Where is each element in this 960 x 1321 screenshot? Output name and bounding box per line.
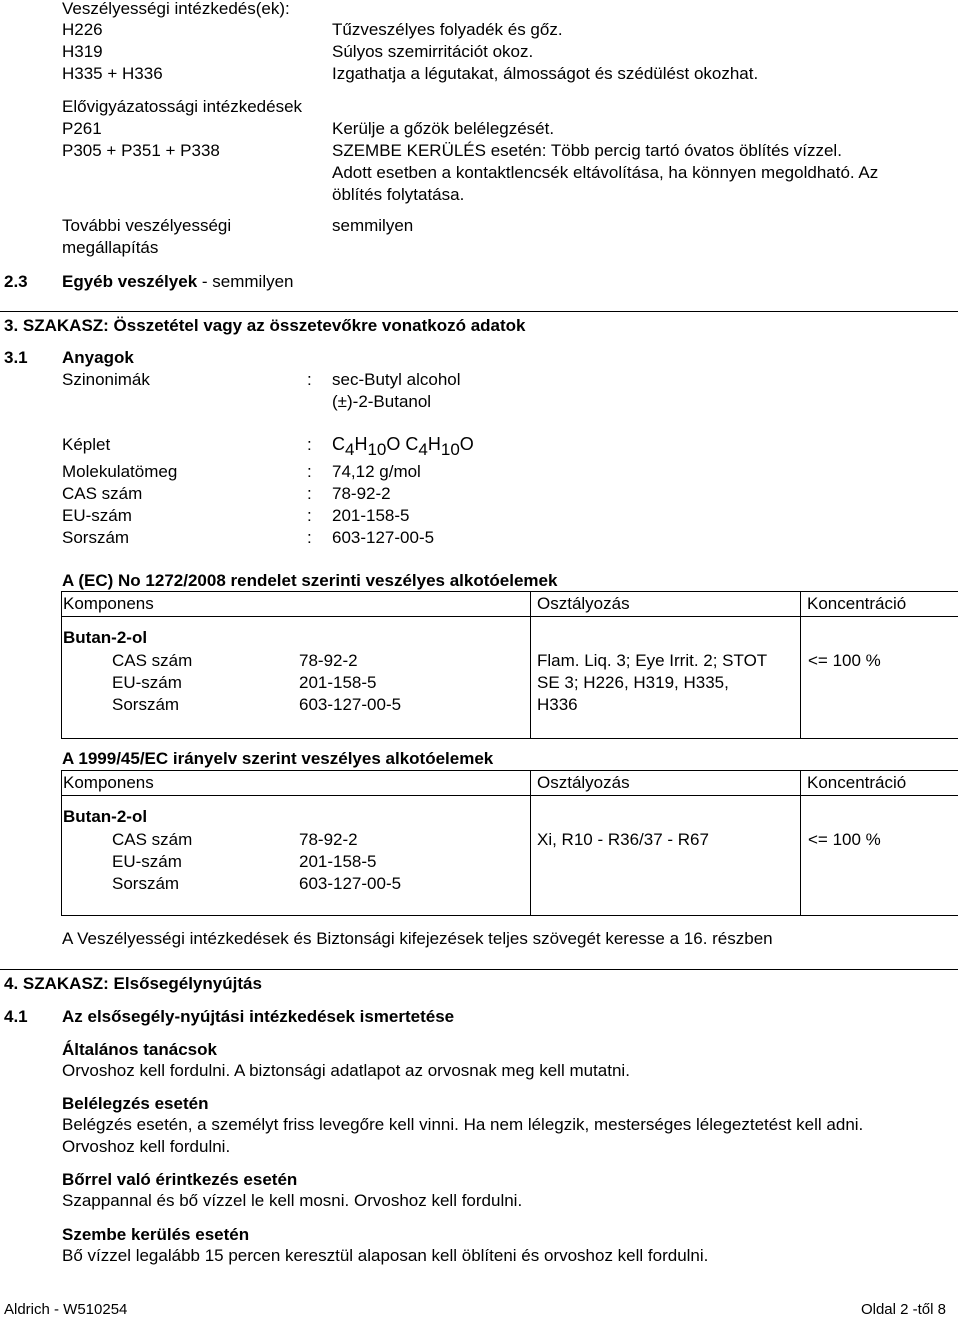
precaution-text: Kerülje a gőzök belélegzését. (332, 119, 555, 138)
first-aid-text: Orvoshoz kell fordulni. (62, 1137, 231, 1156)
colon: : (307, 370, 312, 389)
id-label: EU-szám (112, 673, 182, 692)
subsection-title: Az elsősegély-nyújtási intézkedések ismertetése (62, 1007, 455, 1026)
further-hazard-label: További veszélyességi (62, 216, 232, 235)
property-value: 201-158-5 (332, 506, 410, 525)
classification-text: Xi, R10 - R36/37 - R67 (537, 830, 709, 849)
classification-text: Flam. Liq. 3; Eye Irrit. 2; STOT (537, 651, 768, 670)
table-border (61, 616, 958, 617)
formula-label: Képlet (62, 435, 111, 454)
table-border (61, 591, 958, 592)
id-value: 201-158-5 (299, 673, 377, 692)
precaution-text-cont: öblítés folytatása. (332, 185, 465, 204)
component-name: Butan-2-ol (63, 807, 148, 826)
hazard-heading: Veszélyességi intézkedés(ek): (62, 0, 290, 18)
section-4-title: 4. SZAKASZ: Elsősegélynyújtás (4, 974, 262, 993)
id-label: EU-szám (112, 852, 182, 871)
formula-subscript: 4 (345, 440, 355, 459)
colon: : (307, 462, 312, 481)
synonym-value: (±)-2-Butanol (332, 392, 432, 411)
id-value: 78-92-2 (299, 651, 358, 670)
id-label: Sorszám (112, 695, 180, 714)
first-aid-heading: Általános tanácsok (62, 1040, 217, 1059)
first-aid-text: Belégzés esetén, a személyt friss levegőre kell vinni. Ha nem lélegzik, mesterséges lélegeztetést kell adni. (62, 1115, 864, 1134)
section-3-title: 3. SZAKASZ: Összetétel vagy az összetevőkre vonatkozó adatok (4, 316, 526, 335)
formula-part: O (459, 434, 474, 454)
section-number: 2.3 (4, 272, 28, 291)
table-border (61, 770, 958, 771)
hazard-code: H335 + H336 (62, 64, 163, 83)
subsection-title: Anyagok (62, 348, 134, 367)
precaution-text-cont: Adott esetben a kontaktlencsék eltávolítása, ha könnyen megoldható. Az (332, 163, 879, 182)
hazard-code: H226 (62, 20, 103, 39)
property-label: Molekulatömeg (62, 462, 178, 481)
id-label: CAS szám (112, 830, 193, 849)
formula-subscript: 10 (440, 440, 460, 459)
precaution-code: P261 (62, 119, 102, 138)
subsection-number: 3.1 (4, 348, 28, 367)
property-value: 603-127-00-5 (332, 528, 435, 547)
table-2-title: A 1999/45/EC irányelv szerint veszélyes alkotóelemek (62, 749, 494, 768)
column-header-concentration: Koncentráció (807, 594, 907, 613)
first-aid-heading: Szembe kerülés esetén (62, 1225, 250, 1244)
table-border (800, 770, 801, 915)
table-border (61, 915, 958, 916)
formula-subscript: 10 (367, 440, 387, 459)
first-aid-text: Orvoshoz kell fordulni. A biztonsági adatlapot az orvosnak meg kell mutatni. (62, 1061, 630, 1080)
property-label: CAS szám (62, 484, 143, 503)
id-value: 603-127-00-5 (299, 874, 402, 893)
subsection-number: 4.1 (4, 1007, 28, 1026)
hazard-text: Izgathatja a légutakat, álmosságot és szédülést okozhat. (332, 64, 759, 83)
precaution-heading: Elővigyázatossági intézkedések (62, 97, 303, 116)
table-border (61, 591, 62, 738)
colon: : (307, 506, 312, 525)
section-divider (0, 311, 958, 312)
table-border (800, 591, 801, 738)
section-2-3-title (62, 271, 294, 293)
synonyms-label: Szinonimák (62, 370, 150, 389)
table-border (61, 738, 958, 739)
first-aid-heading: Belélegzés esetén (62, 1094, 209, 1113)
concentration-value: <= 100 % (808, 651, 881, 670)
colon: : (307, 528, 312, 547)
component-name: Butan-2-ol (63, 628, 148, 647)
column-header-component: Komponens (63, 773, 154, 792)
property-value: 74,12 g/mol (332, 462, 421, 481)
footer-product: Aldrich - W510254 (4, 1301, 128, 1318)
colon: : (307, 435, 312, 454)
first-aid-heading: Bőrrel való érintkezés esetén (62, 1170, 298, 1189)
property-value: 78-92-2 (332, 484, 391, 503)
formula-value (332, 434, 474, 461)
table-border (61, 795, 958, 796)
section-divider (0, 969, 958, 970)
column-header-component: Komponens (63, 594, 154, 613)
id-value: 78-92-2 (299, 830, 358, 849)
first-aid-text: Szappannal és bő vízzel le kell mosni. Orvoshoz kell fordulni. (62, 1191, 523, 1210)
synonym-value: sec-Butyl alcohol (332, 370, 461, 389)
hazard-code: H319 (62, 42, 103, 61)
colon: : (307, 484, 312, 503)
id-value: 603-127-00-5 (299, 695, 402, 714)
column-header-concentration: Koncentráció (807, 773, 907, 792)
property-label: EU-szám (62, 506, 132, 525)
column-header-classification: Osztályozás (537, 594, 630, 613)
property-label: Sorszám (62, 528, 130, 547)
hazard-text: Súlyos szemirritációt okoz. (332, 42, 534, 61)
formula-part: H (427, 434, 441, 454)
section-title-rest: - semmilyen (197, 272, 294, 291)
column-header-classification: Osztályozás (537, 773, 630, 792)
id-label: CAS szám (112, 651, 193, 670)
formula-part: H (354, 434, 368, 454)
formula-subscript: 4 (418, 440, 428, 459)
reference-note: A Veszélyességi intézkedések és Biztonsági kifejezések teljes szövegét keresse a 16. részben (62, 929, 773, 948)
hazard-text: Tűzveszélyes folyadék és gőz. (332, 20, 563, 39)
formula-part: C (332, 434, 345, 454)
table-border (61, 770, 62, 915)
id-label: Sorszám (112, 874, 180, 893)
table-border (530, 770, 531, 915)
id-value: 201-158-5 (299, 852, 377, 871)
concentration-value: <= 100 % (808, 830, 881, 849)
formula-part: O C (386, 434, 419, 454)
precaution-text: SZEMBE KERÜLÉS esetén: Több percig tartó óvatos öblítés vízzel. (332, 141, 842, 160)
precaution-code: P305 + P351 + P338 (62, 141, 220, 160)
table-border (530, 591, 531, 738)
classification-text: SE 3; H226, H319, H335, (537, 673, 729, 692)
footer-page-number: Oldal 2 -től 8 (860, 1301, 946, 1318)
further-hazard-label: megállapítás (62, 238, 159, 257)
further-hazard-value: semmilyen (332, 216, 414, 235)
classification-text: H336 (537, 695, 578, 714)
first-aid-text: Bő vízzel legalább 15 percen keresztül alaposan kell öblíteni és orvoshoz kell fordulni. (62, 1246, 709, 1265)
section-title-bold: Egyéb veszélyek (62, 272, 198, 291)
table-1-title: A (EC) No 1272/2008 rendelet szerinti veszélyes alkotóelemek (62, 571, 558, 590)
